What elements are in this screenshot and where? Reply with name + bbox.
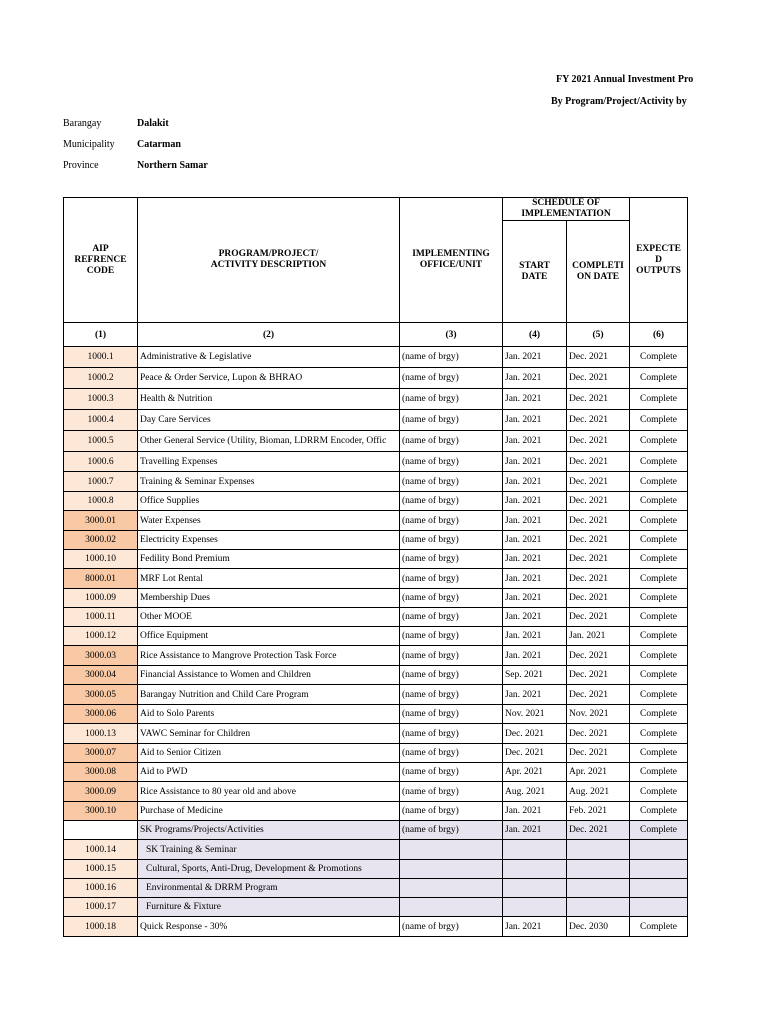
header-line: START [519, 260, 550, 271]
start-date-cell: Jan. 2021 [503, 347, 567, 368]
completion-date-cell: Jan. 2021 [567, 627, 630, 646]
description-cell: VAWC Seminar for Children [138, 724, 400, 744]
output-cell: Complete [630, 452, 688, 472]
table-row [64, 705, 688, 724]
report-subtitle: By Program/Project/Activity by [551, 96, 687, 107]
column-number: (4) [503, 323, 567, 347]
office-cell: (name of brgy) [400, 724, 503, 744]
office-cell: (name of brgy) [400, 705, 503, 724]
start-date-cell: Jan. 2021 [503, 821, 567, 840]
column-number: (5) [567, 323, 630, 347]
description-cell: Financial Assistance to Women and Children [138, 666, 400, 685]
description-cell: Rice Assistance to 80 year old and above [138, 782, 400, 802]
table-row [64, 569, 688, 589]
aip-code-cell: 3000.05 [64, 685, 138, 705]
office-cell [400, 879, 503, 898]
output-cell: Complete [630, 763, 688, 782]
completion-date-cell: Dec. 2021 [567, 608, 630, 627]
aip-code-cell: 8000.01 [64, 569, 138, 589]
output-cell: Complete [630, 802, 688, 821]
header-line: EXPECTE [636, 243, 681, 254]
output-cell: Complete [630, 782, 688, 802]
output-cell: Complete [630, 744, 688, 763]
description-cell: Environmental & DRRM Program [138, 879, 400, 898]
description-cell: Purchase of Medicine [138, 802, 400, 821]
header-line: AIP [92, 243, 109, 254]
start-date-cell: Jan. 2021 [503, 627, 567, 646]
meta-barangay [63, 118, 169, 129]
completion-date-cell: Dec. 2021 [567, 368, 630, 389]
office-cell: (name of brgy) [400, 744, 503, 763]
meta-label: Province [63, 160, 99, 171]
meta-value: Dalakit [137, 118, 169, 129]
output-cell: Complete [630, 431, 688, 452]
aip-code-cell [64, 821, 138, 840]
aip-code-cell: 1000.10 [64, 550, 138, 569]
header-outputs [630, 198, 688, 323]
header-line: D [655, 254, 662, 265]
office-cell: (name of brgy) [400, 511, 503, 531]
table-row [64, 472, 688, 492]
office-cell: (name of brgy) [400, 666, 503, 685]
output-cell: Complete [630, 705, 688, 724]
table-row [64, 531, 688, 550]
table-row [64, 368, 688, 389]
aip-code-cell: 1000.2 [64, 368, 138, 389]
completion-date-cell: Aug. 2021 [567, 782, 630, 802]
office-cell: (name of brgy) [400, 608, 503, 627]
description-cell: Other MOOE [138, 608, 400, 627]
start-date-cell: Jan. 2021 [503, 472, 567, 492]
start-date-cell [503, 879, 567, 898]
table-row [64, 744, 688, 763]
aip-code-cell: 1000.13 [64, 724, 138, 744]
aip-code-cell: 3000.06 [64, 705, 138, 724]
output-cell [630, 860, 688, 879]
start-date-cell: Nov. 2021 [503, 705, 567, 724]
description-cell: SK Programs/Projects/Activities [138, 821, 400, 840]
start-date-cell: Jan. 2021 [503, 569, 567, 589]
completion-date-cell: Dec. 2021 [567, 550, 630, 569]
completion-date-cell: Dec. 2021 [567, 452, 630, 472]
completion-date-cell: Dec. 2021 [567, 472, 630, 492]
start-date-cell: Jan. 2021 [503, 802, 567, 821]
aip-code-cell: 1000.6 [64, 452, 138, 472]
start-date-cell: Jan. 2021 [503, 646, 567, 666]
output-cell: Complete [630, 347, 688, 368]
office-cell: (name of brgy) [400, 531, 503, 550]
table-row [64, 492, 688, 511]
header-line: IMPLEMENTATION [521, 209, 611, 219]
table-row [64, 898, 688, 917]
office-cell: (name of brgy) [400, 569, 503, 589]
column-number: (6) [630, 323, 688, 347]
header-line: ACTIVITY DESCRIPTION [210, 260, 327, 270]
aip-code-cell: 3000.10 [64, 802, 138, 821]
aip-code-cell: 3000.08 [64, 763, 138, 782]
completion-date-cell: Dec. 2021 [567, 511, 630, 531]
header-line: REFRENCE [74, 254, 127, 265]
description-cell: Membership Dues [138, 589, 400, 608]
completion-date-cell: Dec. 2021 [567, 389, 630, 410]
aip-code-cell: 1000.4 [64, 410, 138, 431]
start-date-cell: Jan. 2021 [503, 492, 567, 511]
header-line: OFFICE/UNIT [419, 260, 483, 270]
investment-table [63, 197, 688, 937]
output-cell: Complete [630, 646, 688, 666]
completion-date-cell: Dec. 2021 [567, 724, 630, 744]
table-row [64, 452, 688, 472]
completion-date-cell: Dec. 2021 [567, 492, 630, 511]
table-row [64, 802, 688, 821]
table-row [64, 666, 688, 685]
output-cell: Complete [630, 608, 688, 627]
aip-code-cell: 3000.09 [64, 782, 138, 802]
office-cell: (name of brgy) [400, 431, 503, 452]
start-date-cell: Aug. 2021 [503, 782, 567, 802]
aip-code-cell: 3000.04 [64, 666, 138, 685]
output-cell: Complete [630, 569, 688, 589]
description-cell: Cultural, Sports, Anti-Drug, Development & Promotions [138, 860, 400, 879]
column-number: (2) [138, 323, 400, 347]
aip-code-cell: 1000.8 [64, 492, 138, 511]
output-cell: Complete [630, 550, 688, 569]
start-date-cell [503, 898, 567, 917]
office-cell: (name of brgy) [400, 472, 503, 492]
start-date-cell [503, 860, 567, 879]
header-line: PROGRAM/PROJECT/ [218, 249, 319, 259]
header-line: ON DATE [576, 271, 620, 282]
completion-date-cell: Dec. 2021 [567, 410, 630, 431]
completion-date-cell [567, 898, 630, 917]
start-date-cell: Jan. 2021 [503, 917, 567, 937]
office-cell: (name of brgy) [400, 821, 503, 840]
table-row [64, 608, 688, 627]
aip-code-cell: 1000.09 [64, 589, 138, 608]
header-start-date [503, 221, 567, 323]
description-cell: Office Equipment [138, 627, 400, 646]
table-row [64, 646, 688, 666]
start-date-cell: Sep. 2021 [503, 666, 567, 685]
description-cell: Other General Service (Utility, Bioman, LDRRM Encoder, Offic [138, 431, 400, 452]
table-row [64, 821, 688, 840]
output-cell: Complete [630, 492, 688, 511]
start-date-cell: Jan. 2021 [503, 531, 567, 550]
meta-label: Municipality [63, 139, 115, 150]
description-cell: Water Expenses [138, 511, 400, 531]
start-date-cell: Jan. 2021 [503, 550, 567, 569]
table-row [64, 879, 688, 898]
office-cell: (name of brgy) [400, 452, 503, 472]
table-row [64, 627, 688, 646]
output-cell: Complete [630, 511, 688, 531]
office-cell [400, 860, 503, 879]
description-cell: Health & Nutrition [138, 389, 400, 410]
description-cell: Rice Assistance to Mangrove Protection Task Force [138, 646, 400, 666]
completion-date-cell [567, 860, 630, 879]
start-date-cell: Jan. 2021 [503, 589, 567, 608]
description-cell: Aid to PWD [138, 763, 400, 782]
description-cell: Travelling Expenses [138, 452, 400, 472]
description-cell: MRF Lot Rental [138, 569, 400, 589]
aip-code-cell: 3000.02 [64, 531, 138, 550]
start-date-cell [503, 840, 567, 860]
meta-value: Catarman [137, 139, 181, 150]
start-date-cell: Jan. 2021 [503, 511, 567, 531]
aip-code-cell: 1000.3 [64, 389, 138, 410]
description-cell: Barangay Nutrition and Child Care Program [138, 685, 400, 705]
description-cell: Training & Seminar Expenses [138, 472, 400, 492]
output-cell [630, 898, 688, 917]
office-cell: (name of brgy) [400, 782, 503, 802]
office-cell: (name of brgy) [400, 368, 503, 389]
aip-code-cell: 3000.01 [64, 511, 138, 531]
office-cell: (name of brgy) [400, 347, 503, 368]
completion-date-cell: Dec. 2021 [567, 666, 630, 685]
header-office [400, 198, 503, 323]
header-aip-code [64, 198, 138, 323]
completion-date-cell: Dec. 2021 [567, 744, 630, 763]
completion-date-cell: Dec. 2021 [567, 347, 630, 368]
description-cell: Electricity Expenses [138, 531, 400, 550]
description-cell: Aid to Senior Citizen [138, 744, 400, 763]
office-cell: (name of brgy) [400, 802, 503, 821]
aip-code-cell: 1000.17 [64, 898, 138, 917]
start-date-cell: Dec. 2021 [503, 744, 567, 763]
completion-date-cell: Dec. 2021 [567, 431, 630, 452]
header-program [138, 198, 400, 323]
office-cell: (name of brgy) [400, 763, 503, 782]
output-cell: Complete [630, 627, 688, 646]
completion-date-cell: Dec. 2021 [567, 685, 630, 705]
description-cell: Quick Response - 30% [138, 917, 400, 937]
output-cell [630, 879, 688, 898]
description-cell: SK Training & Seminar [138, 840, 400, 860]
table-row [64, 763, 688, 782]
aip-code-cell: 3000.03 [64, 646, 138, 666]
output-cell: Complete [630, 821, 688, 840]
table-row [64, 589, 688, 608]
completion-date-cell [567, 840, 630, 860]
table-row [64, 917, 688, 937]
completion-date-cell: Dec. 2021 [567, 531, 630, 550]
table-row [64, 347, 688, 368]
completion-date-cell: Feb. 2021 [567, 802, 630, 821]
completion-date-cell: Dec. 2021 [567, 589, 630, 608]
description-cell: Day Care Services [138, 410, 400, 431]
office-cell: (name of brgy) [400, 627, 503, 646]
table-row [64, 431, 688, 452]
header-schedule [503, 198, 630, 221]
aip-code-cell: 1000.5 [64, 431, 138, 452]
aip-code-cell: 1000.12 [64, 627, 138, 646]
aip-code-cell: 1000.1 [64, 347, 138, 368]
output-cell: Complete [630, 531, 688, 550]
meta-municipality [63, 139, 181, 150]
aip-code-cell: 1000.11 [64, 608, 138, 627]
completion-date-cell: Apr. 2021 [567, 763, 630, 782]
description-cell: Furniture & Fixture [138, 898, 400, 917]
completion-date-cell: Dec. 2021 [567, 821, 630, 840]
start-date-cell: Jan. 2021 [503, 452, 567, 472]
description-cell: Aid to Solo Parents [138, 705, 400, 724]
table-row [64, 782, 688, 802]
start-date-cell: Jan. 2021 [503, 410, 567, 431]
description-cell: Peace & Order Service, Lupon & BHRAO [138, 368, 400, 389]
completion-date-cell [567, 879, 630, 898]
office-cell: (name of brgy) [400, 685, 503, 705]
table-row [64, 410, 688, 431]
aip-code-cell: 1000.18 [64, 917, 138, 937]
report-title: FY 2021 Annual Investment Pro [556, 74, 694, 85]
aip-code-cell: 1000.14 [64, 840, 138, 860]
table-row [64, 724, 688, 744]
office-cell: (name of brgy) [400, 492, 503, 511]
output-cell: Complete [630, 666, 688, 685]
office-cell: (name of brgy) [400, 410, 503, 431]
completion-date-cell: Dec. 2021 [567, 646, 630, 666]
header-line: OUTPUTS [636, 265, 681, 276]
header-completion-date [567, 221, 630, 323]
description-cell: Administrative & Legislative [138, 347, 400, 368]
header-line: DATE [521, 271, 548, 282]
start-date-cell: Jan. 2021 [503, 368, 567, 389]
table-row [64, 685, 688, 705]
completion-date-cell: Dec. 2021 [567, 569, 630, 589]
start-date-cell: Jan. 2021 [503, 431, 567, 452]
office-cell: (name of brgy) [400, 917, 503, 937]
header-line: COMPLETI [572, 260, 624, 271]
meta-label: Barangay [63, 118, 102, 129]
office-cell: (name of brgy) [400, 550, 503, 569]
meta-province [63, 160, 208, 171]
header-line: CODE [86, 265, 115, 276]
output-cell: Complete [630, 685, 688, 705]
table-row [64, 550, 688, 569]
column-number: (3) [400, 323, 503, 347]
start-date-cell: Apr. 2021 [503, 763, 567, 782]
start-date-cell: Jan. 2021 [503, 685, 567, 705]
aip-code-cell: 3000.07 [64, 744, 138, 763]
aip-code-cell: 1000.7 [64, 472, 138, 492]
start-date-cell: Jan. 2021 [503, 608, 567, 627]
completion-date-cell: Dec. 2030 [567, 917, 630, 937]
office-cell [400, 898, 503, 917]
table-row [64, 389, 688, 410]
column-number: (1) [64, 323, 138, 347]
header-line: SCHEDULE OF [532, 198, 600, 208]
start-date-cell: Dec. 2021 [503, 724, 567, 744]
aip-code-cell: 1000.16 [64, 879, 138, 898]
output-cell: Complete [630, 472, 688, 492]
office-cell: (name of brgy) [400, 389, 503, 410]
aip-code-cell: 1000.15 [64, 860, 138, 879]
description-cell: Fedility Bond Premium [138, 550, 400, 569]
table-row [64, 511, 688, 531]
header-line: IMPLEMENTING [412, 249, 490, 259]
meta-value: Northern Samar [137, 160, 208, 171]
output-cell [630, 840, 688, 860]
output-cell: Complete [630, 724, 688, 744]
output-cell: Complete [630, 389, 688, 410]
description-cell: Office Supplies [138, 492, 400, 511]
output-cell: Complete [630, 410, 688, 431]
start-date-cell: Jan. 2021 [503, 389, 567, 410]
office-cell: (name of brgy) [400, 589, 503, 608]
table-row [64, 860, 688, 879]
output-cell: Complete [630, 589, 688, 608]
table-row [64, 840, 688, 860]
completion-date-cell: Nov. 2021 [567, 705, 630, 724]
office-cell: (name of brgy) [400, 646, 503, 666]
output-cell: Complete [630, 368, 688, 389]
office-cell [400, 840, 503, 860]
output-cell: Complete [630, 917, 688, 937]
